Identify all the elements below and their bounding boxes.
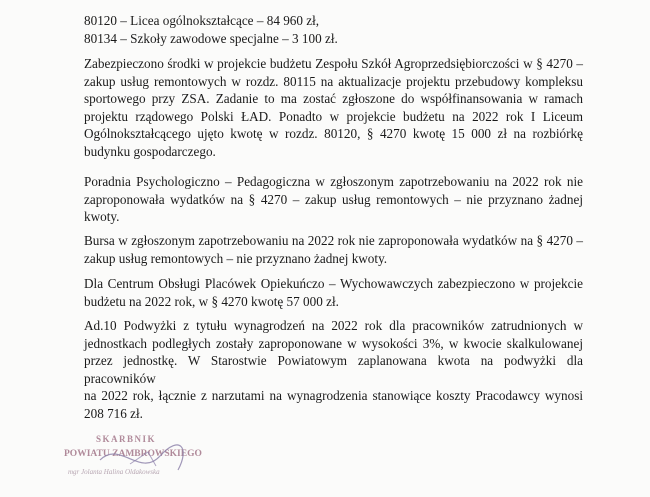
paragraph-line: sportowego przy ZSA. Zadanie to ma zostać zgłoszone do współfinansowania w ramach [84,91,583,107]
paragraph-bursa [84,232,583,267]
paragraph-line: przez jednostkę. W Starostwie Powiatowym zaplanowana kwota na podwyżki dla pracowników [84,353,583,386]
treasurer-stamp [60,430,230,497]
paragraph-line: na 2022 rok, łącznie z narzutami na wynagrodzenia stanowiące koszty Pracodawcy wynosi [84,388,583,404]
paragraph-line: budynku gospodarczego. [84,143,216,159]
stamp-signature-name: mgr Jolanta Halina Oldakowska [68,468,160,476]
paragraph-line: Ad.10 Podwyżki z tytułu wynagrodzeń na 2022 rok dla pracowników zatrudnionych w [84,318,583,333]
paragraph-line: zakup usług remontowych – nie przyznano żadnej kwoty. [84,250,388,266]
paragraph-line: zakup usług remontowych w rozdz. 80115 na aktualizacje projektu przebudowy kompleksu [84,73,583,89]
paragraph-line: 208 716 zł. [84,405,143,421]
paragraph-line: Dla Centrum Obsługi Placówek Opiekuńczo – Wychowawczych zabezpieczono w projekcie [84,276,583,291]
paragraph-line: budżetu na 2022 rok, w § 4270 kwotę 57 000 zł. [84,293,339,309]
paragraph-poradnia [84,173,583,226]
paragraph-line: projektu rządowego Polski ŁAD. Ponadto w projekcie budżetu na 2022 rok I Liceum [84,108,583,124]
budget-line-licea: 80120 – Licea ogólnokształcące – 84 960 zł, [84,13,320,28]
stamp-subtitle: POWIATU ZAMBROWSKIEGO [64,449,202,459]
paragraph-zsa [84,55,583,161]
paragraph-line: Bursa w zgłoszonym zapotrzebowaniu na 2022 rok nie zaproponowała wydatków na § 4270 – [84,233,583,248]
stamp-title: SKARBNIK [96,434,157,444]
paragraph-line: Ogólnokształcącego ujęto kwotę w rozdz. 80120, § 4270 kwotę 15 000 zł na rozbiórkę [84,126,583,142]
paragraph-line: Zabezpieczono środki w projekcie budżetu Zespołu Szkół Agroprzedsiębiorczości w § 4270 – [84,56,583,71]
paragraph-podwyzki [84,317,583,423]
paragraph-line: kwoty. [84,209,120,225]
paragraph-line: zaproponowała wydatków na § 4270 – zakup usług remontowych – nie przyznano żadnej [84,191,583,207]
paragraph-line: Poradnia Psychologiczno – Pedagogiczna w zgłoszonym zapotrzebowaniu na 2022 rok nie [84,174,583,189]
budget-line-szkoly-specjalne: 80134 – Szkoły zawodowe specjalne – 3 100 zł. [84,31,338,46]
stamp-graphic [60,430,230,497]
paragraph-centrum [84,275,583,310]
paragraph-line: jednostkach podległych zostały zaproponowane w wysokości 3%, w kwocie skalkulowanej [84,335,583,351]
